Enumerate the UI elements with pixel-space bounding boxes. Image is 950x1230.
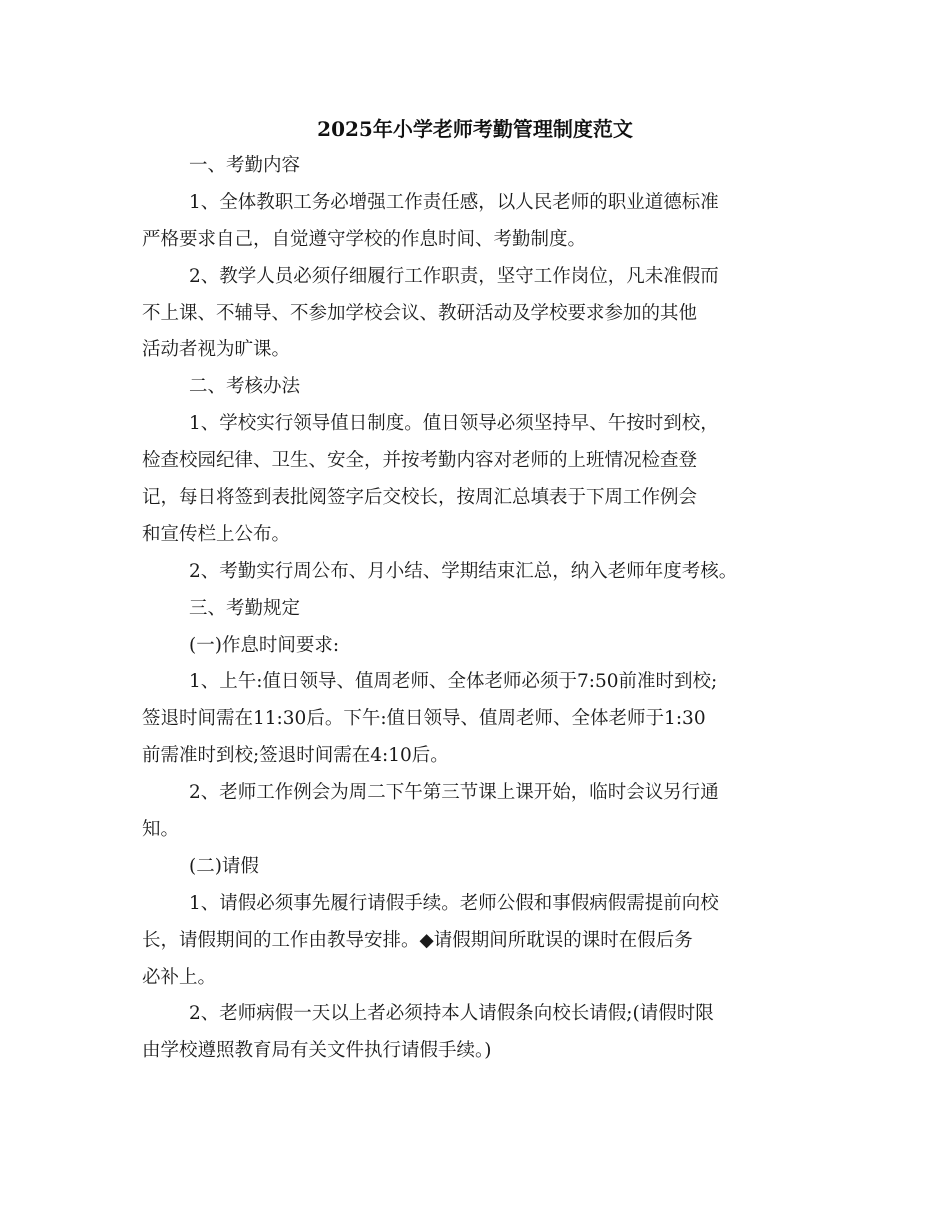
text-line: 和宣传栏上公布。 bbox=[142, 523, 291, 545]
text-line: 由学校遵照教育局有关文件执行请假手续。) bbox=[142, 1040, 492, 1062]
text-line: 2、教学人员必须仔细履行工作职责，坚守工作岗位，凡未准假而 bbox=[189, 265, 719, 287]
text-line: 不上课、不辅导、不参加学校会议、教研活动及学校要求参加的其他 bbox=[142, 302, 698, 324]
text-line: 2、老师病假一天以上者必须持本人请假条向校长请假;(请假时限 bbox=[189, 1003, 714, 1025]
text-line: 严格要求自己，自觉遵守学校的作息时间、考勤制度。 bbox=[142, 228, 587, 250]
text-line: 1、请假必须事先履行请假手续。老师公假和事假病假需提前向校 bbox=[189, 892, 719, 914]
text-line: 记，每日将签到表批阅签字后交校长，按周汇总填表于下周工作例会 bbox=[142, 487, 698, 509]
text-line: 一、考勤内容 bbox=[189, 155, 301, 176]
text-line: 1、学校实行领导值日制度。值日领导必须坚持早、午按时到校， bbox=[189, 413, 719, 435]
text-line: 检查校园纪律、卫生、安全，并按考勤内容对老师的上班情况检查登 bbox=[142, 450, 698, 472]
text-line: 三、考勤规定 bbox=[189, 597, 301, 619]
text-line: 必补上。 bbox=[142, 966, 217, 988]
document-body bbox=[142, 148, 822, 1070]
text-line: 2、老师工作例会为周二下午第三节课上课开始，临时会议另行通 bbox=[189, 782, 719, 804]
text-line: (二)请假 bbox=[189, 855, 259, 877]
text-line: (一)作息时间要求: bbox=[189, 634, 340, 656]
text-line: 活动者视为旷课。 bbox=[142, 339, 291, 361]
text-line: 签退时间需在11:30后。下午:值日领导、值周老师、全体老师于1:30 bbox=[142, 708, 706, 730]
text-line: 前需准时到校;签退时间需在4:10后。 bbox=[142, 745, 449, 767]
text-line: 1、全体教职工务必增强工作责任感，以人民老师的职业道德标准 bbox=[189, 191, 719, 213]
document-title: 2025年小学老师考勤管理制度范文 bbox=[317, 117, 633, 141]
text-line: 二、考核办法 bbox=[189, 376, 301, 398]
text-line: 长，请假期间的工作由教导安排。◆请假期间所耽误的课时在假后务 bbox=[142, 929, 693, 951]
text-line: 1、上午:值日领导、值周老师、全体老师必须于7:50前准时到校; bbox=[189, 671, 718, 693]
text-line: 知。 bbox=[142, 819, 180, 841]
text-line: 2、考勤实行周公布、月小结、学期结束汇总，纳入老师年度考核。 bbox=[189, 560, 738, 582]
